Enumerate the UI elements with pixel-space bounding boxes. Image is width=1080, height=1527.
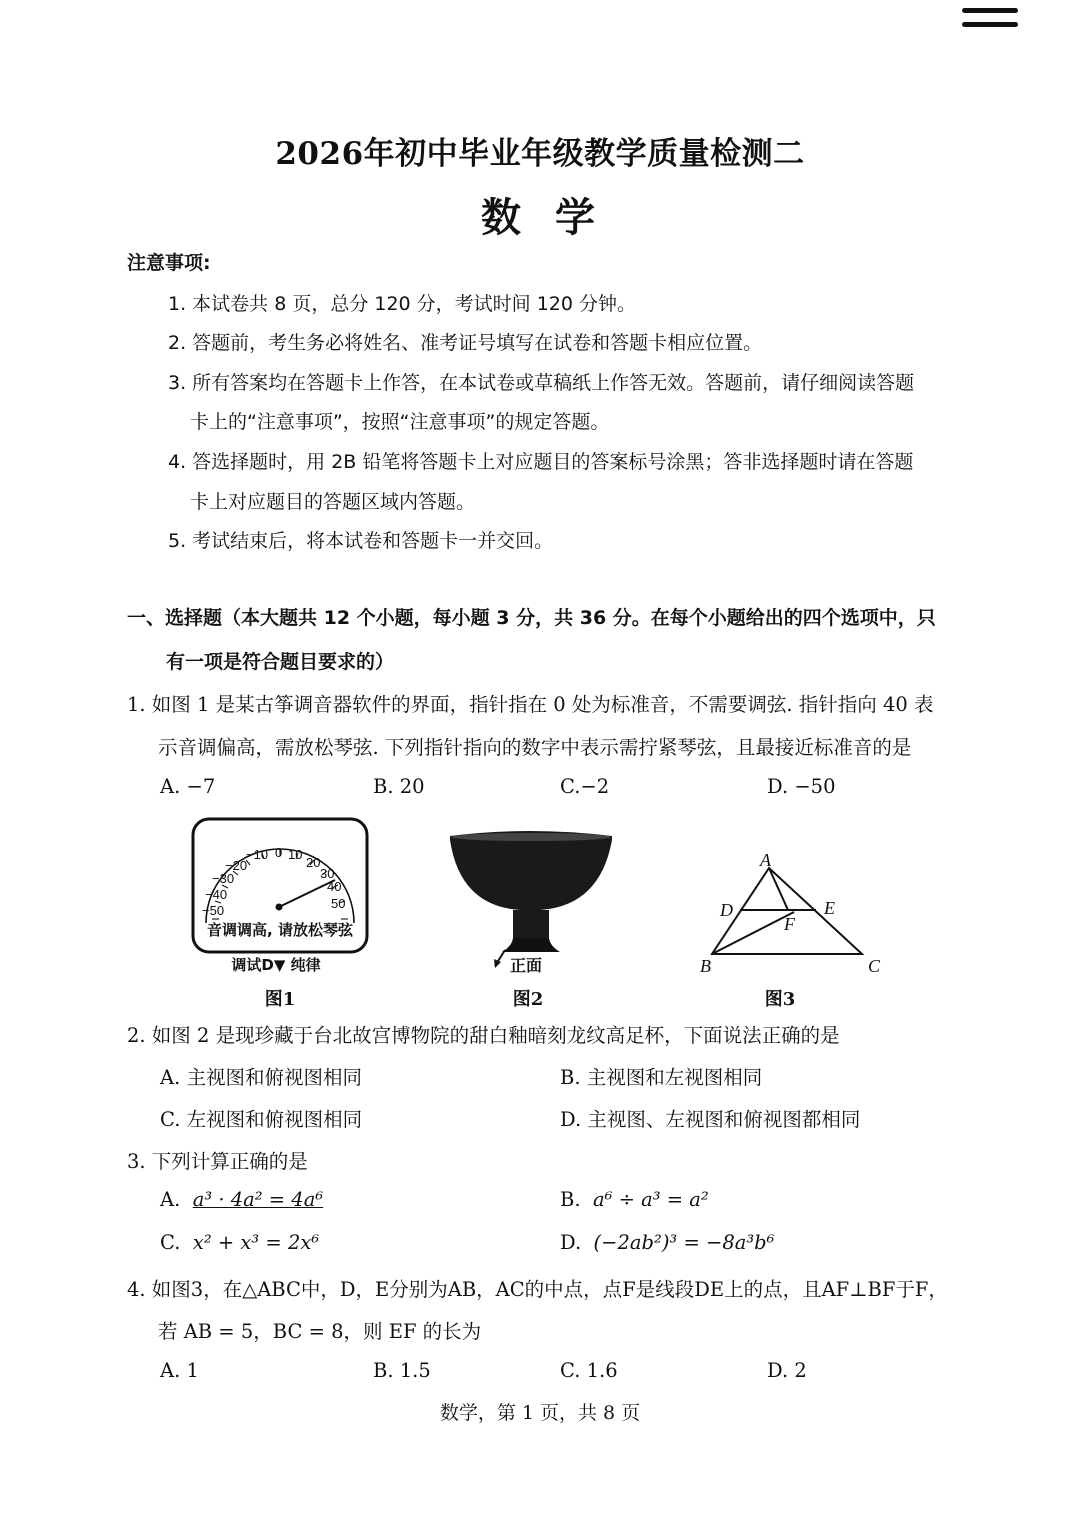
- point-d-label: D: [720, 900, 733, 920]
- tick-neg40: −40: [205, 887, 228, 902]
- notice-item-1: 1. 本试卷共 8 页，总分 120 分，考试时间 120 分钟。: [168, 293, 637, 315]
- q3-option-b: [560, 1188, 709, 1211]
- q1-option-b: B. 20: [373, 775, 425, 798]
- q2-option-a: A. 主视图和俯视图相同: [160, 1066, 362, 1089]
- tick-neg20: −20: [225, 858, 248, 873]
- question-1-line1: 1. 如图 1 是某古筝调音器软件的界面，指针指在 0 处为标准音，不需要调弦. 指针指向 40 表: [127, 693, 934, 716]
- tick-neg30: −30: [212, 871, 235, 886]
- tick-30: 30: [320, 866, 335, 881]
- tick-10: 10: [288, 847, 303, 862]
- point-c-label: C: [868, 956, 881, 976]
- tick-50: 50: [331, 896, 346, 911]
- subject-title: 数学: [481, 194, 629, 241]
- section-heading-cont: 有一项是符合题目要求的）: [166, 651, 395, 673]
- point-a-label: A: [760, 850, 771, 870]
- q3-option-d-expr: (−2ab²)³ = −8a³b⁶: [593, 1231, 775, 1254]
- figure-2-cup: [440, 828, 620, 980]
- q4-option-a: A. 1: [160, 1359, 199, 1382]
- q1-option-c: C.−2: [560, 775, 610, 798]
- notice-item-5: 5. 考试结束后，将本试卷和答题卡一并交回。: [168, 530, 554, 552]
- question-4-line2: 若 AB = 5，BC = 8，则 EF 的长为: [158, 1320, 482, 1343]
- notice-item-4-cont: 卡上对应题目的答题区域内答题。: [190, 491, 476, 513]
- q3-option-a: [160, 1188, 323, 1211]
- q2-option-b: B. 主视图和左视图相同: [560, 1066, 763, 1089]
- section-heading: 一、选择题（本大题共 12 个小题，每小题 3 分，共 36 分。在每个小题给出的四个选项中，只: [127, 607, 936, 629]
- question-1-line2: 示音调偏高，需放松琴弦. 下列指针指向的数字中表示需拧紧琴弦，且最接近标准音的是: [158, 736, 912, 759]
- q3-option-c: [160, 1231, 319, 1254]
- question-2-stem: 2. 如图 2 是现珍藏于台北故宫博物院的甜白釉暗刻龙纹高足杯，下面说法正确的是: [127, 1024, 840, 1047]
- tuner-bottom-label: 调试D▼ 纯律: [231, 956, 321, 974]
- q2-option-d: D. 主视图、左视图和俯视图都相同: [560, 1108, 861, 1131]
- notice-item-4: 4. 答选择题时，用 2B 铅笔将答题卡上对应题目的答案标号涂黑；答非选择题时请在答题: [168, 451, 914, 473]
- cup-front-label: 正面: [510, 956, 543, 975]
- q3-option-d: [560, 1231, 774, 1254]
- q3-option-b-expr: a⁶ ÷ a³ = a²: [592, 1188, 709, 1211]
- q3-option-c-label: C.: [160, 1231, 181, 1254]
- q3-option-d-label: D.: [560, 1231, 582, 1254]
- q3-option-c-expr: x² + x³ = 2x⁶: [192, 1231, 320, 1254]
- q4-option-d: D. 2: [767, 1359, 807, 1382]
- page-footer: 数学，第 1 页，共 8 页: [439, 1402, 641, 1424]
- q2-option-c: C. 左视图和俯视图相同: [160, 1108, 363, 1131]
- point-e-label: E: [824, 898, 835, 918]
- q3-option-a-label: A.: [160, 1188, 181, 1211]
- figure-2-caption: 图2: [512, 989, 544, 1010]
- q4-option-c: C. 1.6: [560, 1359, 618, 1382]
- tick-0: 0: [275, 845, 283, 860]
- figure-1-caption: 图1: [264, 989, 296, 1010]
- notice-heading: 注意事项:: [127, 252, 211, 274]
- q3-option-a-expr: a³ · 4a² = 4a⁶: [192, 1188, 324, 1211]
- tick-neg10: −10: [246, 847, 269, 862]
- figure-3-caption: 图3: [764, 989, 796, 1010]
- question-3-stem: 3. 下列计算正确的是: [127, 1150, 308, 1173]
- tuner-banner: 音调调高, 请放松琴弦: [207, 921, 353, 939]
- notice-item-2: 2. 答题前，考生务必将姓名、准考证号填写在试卷和答题卡相应位置。: [168, 332, 763, 354]
- figure-1-tuner: [188, 815, 373, 980]
- tick-neg50: −50: [202, 903, 225, 918]
- figure-3-triangle: [690, 848, 890, 980]
- notice-item-3-cont: 卡上的“注意事项”，按照“注意事项”的规定答题。: [190, 411, 610, 433]
- tick-40: 40: [327, 879, 342, 894]
- q4-option-b: B. 1.5: [373, 1359, 431, 1382]
- menu-icon[interactable]: [962, 8, 1018, 36]
- point-b-label: B: [700, 956, 711, 976]
- notice-item-3: 3. 所有答案均在答题卡上作答，在本试卷或草稿纸上作答无效。答题前，请仔细阅读答题: [168, 372, 915, 394]
- q1-option-a: A. −7: [160, 775, 216, 798]
- q3-option-b-label: B.: [560, 1188, 581, 1211]
- point-f-label: F: [784, 914, 795, 934]
- tick-20: 20: [306, 855, 321, 870]
- question-4-line1: 4. 如图3，在△ABC中，D，E分别为AB，AC的中点，点F是线段DE上的点，且AF⊥BF于F，: [127, 1278, 948, 1301]
- exam-title: 2026年初中毕业年级教学质量检测二: [275, 136, 805, 172]
- q1-option-d: D. −50: [767, 775, 836, 798]
- needle-pivot: [276, 904, 283, 911]
